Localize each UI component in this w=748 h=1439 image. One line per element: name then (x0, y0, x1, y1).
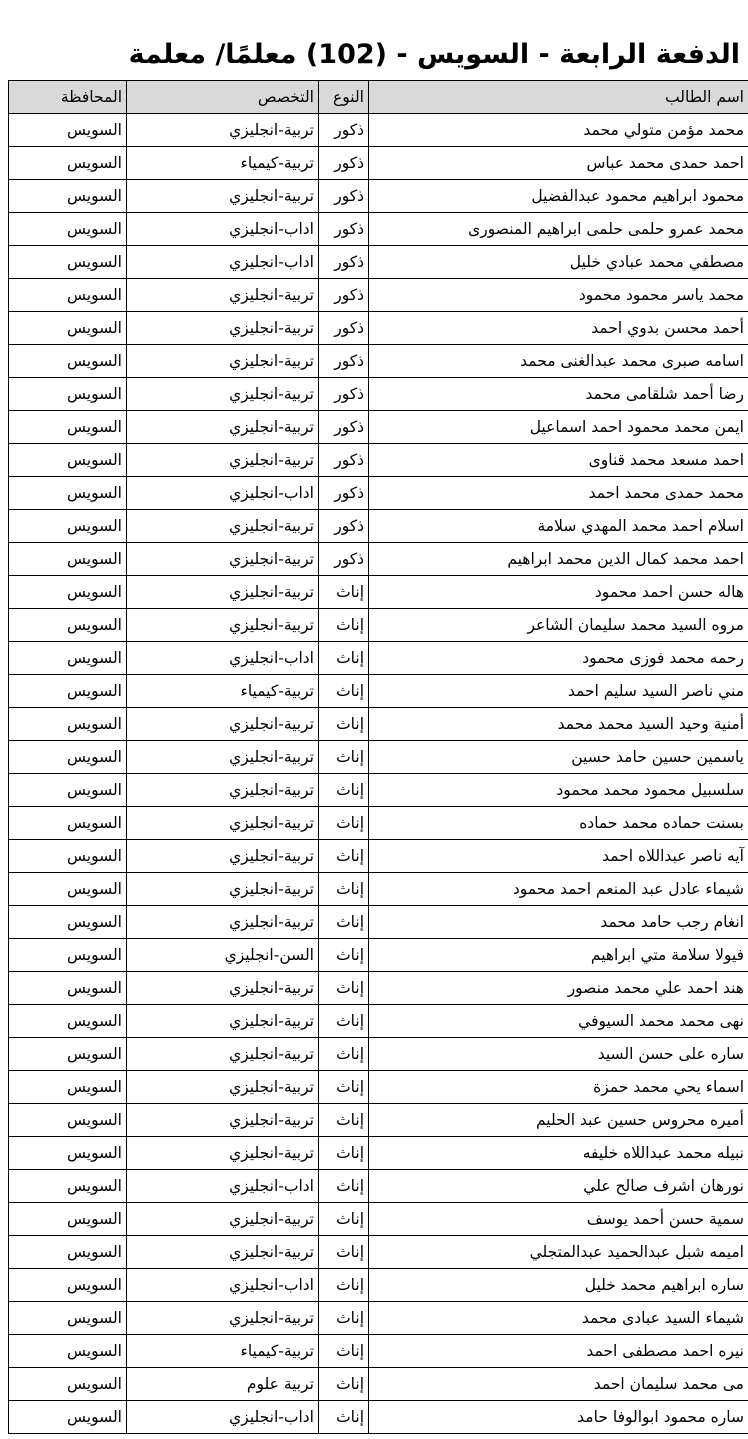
governorate-cell: السويس (9, 1005, 127, 1038)
student-name-cell: محمد حمدى محمد احمد (369, 477, 748, 510)
governorate-cell: السويس (9, 279, 127, 312)
student-name-cell: احمد محمد كمال الدين محمد ابراهيم (369, 543, 748, 576)
gender-cell: إناث (319, 840, 369, 873)
gender-cell: إناث (319, 1269, 369, 1302)
governorate-cell: السويس (9, 477, 127, 510)
specialty-cell: تربية-انجليزي (127, 1302, 319, 1335)
student-name-cell: محمود ابراهيم محمود عبدالفضيل (369, 180, 748, 213)
governorate-cell: السويس (9, 1401, 127, 1434)
table-row (9, 774, 748, 807)
governorate-cell: السويس (9, 1236, 127, 1269)
table-row (9, 279, 748, 312)
specialty-cell: تربية-انجليزي (127, 180, 319, 213)
table-row (9, 378, 748, 411)
governorate-cell: السويس (9, 114, 127, 147)
table-row (9, 1335, 748, 1368)
governorate-cell: السويس (9, 246, 127, 279)
specialty-cell: تربية-انجليزي (127, 1236, 319, 1269)
student-name-cell: نورهان اشرف صالح علي (369, 1170, 748, 1203)
gender-cell: إناث (319, 1236, 369, 1269)
table-row (9, 1104, 748, 1137)
table-row (9, 147, 748, 180)
governorate-cell: السويس (9, 1335, 127, 1368)
governorate-cell: السويس (9, 510, 127, 543)
specialty-cell: اداب-انجليزي (127, 246, 319, 279)
table-row (9, 1203, 748, 1236)
specialty-cell: تربية-انجليزي (127, 807, 319, 840)
specialty-cell: تربية-انجليزي (127, 444, 319, 477)
gender-cell: إناث (319, 1335, 369, 1368)
governorate-cell: السويس (9, 345, 127, 378)
specialty-cell: تربية-كيمياء (127, 675, 319, 708)
specialty-cell: اداب-انجليزي (127, 642, 319, 675)
gender-cell: إناث (319, 906, 369, 939)
specialty-cell: تربية-انجليزي (127, 873, 319, 906)
student-name-cell: مى محمد سليمان احمد (369, 1368, 748, 1401)
governorate-cell: السويس (9, 1368, 127, 1401)
gender-cell: إناث (319, 1401, 369, 1434)
student-name-cell: محمد عمرو حلمى حلمى ابراهيم المنصورى (369, 213, 748, 246)
table-row (9, 642, 748, 675)
governorate-cell: السويس (9, 444, 127, 477)
specialty-cell: تربية-انجليزي (127, 378, 319, 411)
specialty-cell: تربية-انجليزي (127, 1137, 319, 1170)
specialty-cell: اداب-انجليزي (127, 1269, 319, 1302)
student-name-cell: سمية حسن أحمد يوسف (369, 1203, 748, 1236)
page-title: الدفعة الرابعة - السويس - (102) معلمًا/ معلمة (128, 39, 740, 70)
specialty-cell: تربية-انجليزي (127, 1071, 319, 1104)
table-row (9, 444, 748, 477)
student-name-cell: آيه ناصر عبداللاه احمد (369, 840, 748, 873)
student-name-cell: مني ناصر السيد سليم احمد (369, 675, 748, 708)
table-row (9, 1137, 748, 1170)
gender-cell: إناث (319, 807, 369, 840)
student-name-cell: هند احمد علي محمد منصور (369, 972, 748, 1005)
governorate-cell: السويس (9, 774, 127, 807)
table-row (9, 1368, 748, 1401)
student-name-cell: احمد حمدى محمد عباس (369, 147, 748, 180)
header-name: اسم الطالب (369, 81, 748, 114)
student-name-cell: هاله حسن احمد محمود (369, 576, 748, 609)
governorate-cell: السويس (9, 939, 127, 972)
specialty-cell: السن-انجليزي (127, 939, 319, 972)
student-name-cell: شيماء عادل عبد المنعم احمد محمود (369, 873, 748, 906)
table-row (9, 939, 748, 972)
specialty-cell: تربية-انجليزي (127, 906, 319, 939)
table-row (9, 708, 748, 741)
governorate-cell: السويس (9, 741, 127, 774)
gender-cell: ذكور (319, 213, 369, 246)
table-row (9, 807, 748, 840)
gender-cell: ذكور (319, 411, 369, 444)
specialty-cell: تربية-انجليزي (127, 708, 319, 741)
header-specialty: التخصص (127, 81, 319, 114)
specialty-cell: تربية-انجليزي (127, 840, 319, 873)
table-row (9, 675, 748, 708)
governorate-cell: السويس (9, 213, 127, 246)
table-row (9, 576, 748, 609)
student-name-cell: ساره محمود ابوالوفا حامد (369, 1401, 748, 1434)
governorate-cell: السويس (9, 411, 127, 444)
table-row (9, 312, 748, 345)
student-name-cell: رحمه محمد فوزى محمود (369, 642, 748, 675)
student-name-cell: فيولا سلامة متي ابراهيم (369, 939, 748, 972)
gender-cell: إناث (319, 1038, 369, 1071)
gender-cell: ذكور (319, 147, 369, 180)
governorate-cell: السويس (9, 378, 127, 411)
student-name-cell: مروه السيد محمد سليمان الشاعر (369, 609, 748, 642)
gender-cell: إناث (319, 939, 369, 972)
table-row (9, 1236, 748, 1269)
gender-cell: إناث (319, 1203, 369, 1236)
table-row (9, 345, 748, 378)
student-name-cell: ساره على حسن السيد (369, 1038, 748, 1071)
table-row (9, 840, 748, 873)
student-name-cell: اسامه صبرى محمد عبدالغنى محمد (369, 345, 748, 378)
governorate-cell: السويس (9, 1137, 127, 1170)
table-row (9, 741, 748, 774)
student-name-cell: أحمد محسن بدوي احمد (369, 312, 748, 345)
student-name-cell: نبيله محمد عبداللاه خليفه (369, 1137, 748, 1170)
gender-cell: إناث (319, 1071, 369, 1104)
governorate-cell: السويس (9, 873, 127, 906)
specialty-cell: تربية علوم (127, 1368, 319, 1401)
specialty-cell: تربية-انجليزي (127, 741, 319, 774)
student-name-cell: ايمن محمد محمود احمد اسماعيل (369, 411, 748, 444)
specialty-cell: تربية-انجليزي (127, 1005, 319, 1038)
table-row (9, 246, 748, 279)
gender-cell: ذكور (319, 378, 369, 411)
governorate-cell: السويس (9, 1038, 127, 1071)
governorate-cell: السويس (9, 807, 127, 840)
specialty-cell: تربية-كيمياء (127, 1335, 319, 1368)
table-row (9, 609, 748, 642)
table-row (9, 411, 748, 444)
gender-cell: ذكور (319, 444, 369, 477)
header-gender: النوع (319, 81, 369, 114)
gender-cell: إناث (319, 972, 369, 1005)
gender-cell: إناث (319, 576, 369, 609)
governorate-cell: السويس (9, 147, 127, 180)
specialty-cell: تربية-انجليزي (127, 543, 319, 576)
governorate-cell: السويس (9, 1269, 127, 1302)
student-name-cell: احمد مسعد محمد قناوى (369, 444, 748, 477)
table-row (9, 906, 748, 939)
table-row (9, 1038, 748, 1071)
gender-cell: ذكور (319, 279, 369, 312)
table-row (9, 972, 748, 1005)
student-name-cell: رضا أحمد شلقامى محمد (369, 378, 748, 411)
gender-cell: إناث (319, 1368, 369, 1401)
table-row (9, 114, 748, 147)
table-row (9, 1071, 748, 1104)
governorate-cell: السويس (9, 1071, 127, 1104)
gender-cell: إناث (319, 609, 369, 642)
specialty-cell: تربية-انجليزي (127, 345, 319, 378)
governorate-cell: السويس (9, 576, 127, 609)
table-row (9, 180, 748, 213)
student-name-cell: ياسمين حسين حامد حسين (369, 741, 748, 774)
student-name-cell: اسماء يحي محمد حمزة (369, 1071, 748, 1104)
governorate-cell: السويس (9, 906, 127, 939)
student-name-cell: أميره محروس حسين عبد الحليم (369, 1104, 748, 1137)
gender-cell: إناث (319, 1170, 369, 1203)
specialty-cell: تربية-انجليزي (127, 114, 319, 147)
student-name-cell: انغام رجب حامد محمد (369, 906, 748, 939)
student-name-cell: ساره ابراهيم محمد خليل (369, 1269, 748, 1302)
governorate-cell: السويس (9, 708, 127, 741)
gender-cell: إناث (319, 873, 369, 906)
students-table (8, 80, 748, 1434)
header-governorate: المحافظة (9, 81, 127, 114)
student-name-cell: نهى محمد محمد السيوفي (369, 1005, 748, 1038)
gender-cell: ذكور (319, 345, 369, 378)
table-row (9, 873, 748, 906)
gender-cell: إناث (319, 1104, 369, 1137)
gender-cell: إناث (319, 642, 369, 675)
gender-cell: إناث (319, 774, 369, 807)
table-row (9, 1269, 748, 1302)
gender-cell: ذكور (319, 312, 369, 345)
gender-cell: ذكور (319, 510, 369, 543)
specialty-cell: تربية-انجليزي (127, 1104, 319, 1137)
specialty-cell: اداب-انجليزي (127, 1170, 319, 1203)
governorate-cell: السويس (9, 840, 127, 873)
gender-cell: ذكور (319, 114, 369, 147)
student-name-cell: نيره احمد مصطفى احمد (369, 1335, 748, 1368)
specialty-cell: تربية-انجليزي (127, 609, 319, 642)
governorate-cell: السويس (9, 1104, 127, 1137)
specialty-cell: تربية-انجليزي (127, 279, 319, 312)
specialty-cell: تربية-انجليزي (127, 510, 319, 543)
student-name-cell: أمنية وحيد السيد محمد محمد (369, 708, 748, 741)
table-row (9, 477, 748, 510)
governorate-cell: السويس (9, 543, 127, 576)
gender-cell: إناث (319, 1005, 369, 1038)
specialty-cell: تربية-انجليزي (127, 972, 319, 1005)
governorate-cell: السويس (9, 609, 127, 642)
table-row (9, 510, 748, 543)
governorate-cell: السويس (9, 1203, 127, 1236)
student-name-cell: شيماء السيد عبادى محمد (369, 1302, 748, 1335)
gender-cell: ذكور (319, 477, 369, 510)
specialty-cell: تربية-انجليزي (127, 411, 319, 444)
specialty-cell: تربية-انجليزي (127, 1038, 319, 1071)
gender-cell: إناث (319, 675, 369, 708)
gender-cell: ذكور (319, 543, 369, 576)
governorate-cell: السويس (9, 312, 127, 345)
gender-cell: إناث (319, 1302, 369, 1335)
governorate-cell: السويس (9, 180, 127, 213)
governorate-cell: السويس (9, 1302, 127, 1335)
student-name-cell: محمد ياسر محمود محمود (369, 279, 748, 312)
gender-cell: إناث (319, 741, 369, 774)
specialty-cell: تربية-انجليزي (127, 576, 319, 609)
specialty-cell: تربية-انجليزي (127, 1203, 319, 1236)
gender-cell: ذكور (319, 246, 369, 279)
governorate-cell: السويس (9, 642, 127, 675)
student-name-cell: اسلام احمد محمد المهدي سلامة (369, 510, 748, 543)
table-row (9, 1005, 748, 1038)
gender-cell: إناث (319, 1137, 369, 1170)
table-row (9, 213, 748, 246)
student-name-cell: مصطفي محمد عبادي خليل (369, 246, 748, 279)
table-row (9, 1401, 748, 1434)
specialty-cell: اداب-انجليزي (127, 1401, 319, 1434)
governorate-cell: السويس (9, 972, 127, 1005)
student-name-cell: اميمه شبل عبدالحميد عبدالمتجلي (369, 1236, 748, 1269)
student-name-cell: محمد مؤمن متولي محمد (369, 114, 748, 147)
table-row (9, 543, 748, 576)
specialty-cell: تربية-انجليزي (127, 774, 319, 807)
gender-cell: إناث (319, 708, 369, 741)
table-header-row (9, 81, 748, 114)
specialty-cell: اداب-انجليزي (127, 213, 319, 246)
table-row (9, 1170, 748, 1203)
specialty-cell: تربية-كيمياء (127, 147, 319, 180)
student-name-cell: سلسبيل محمود محمد محمود (369, 774, 748, 807)
governorate-cell: السويس (9, 675, 127, 708)
specialty-cell: اداب-انجليزي (127, 477, 319, 510)
table-row (9, 1302, 748, 1335)
governorate-cell: السويس (9, 1170, 127, 1203)
specialty-cell: تربية-انجليزي (127, 312, 319, 345)
gender-cell: ذكور (319, 180, 369, 213)
student-name-cell: بسنت حماده محمد حماده (369, 807, 748, 840)
